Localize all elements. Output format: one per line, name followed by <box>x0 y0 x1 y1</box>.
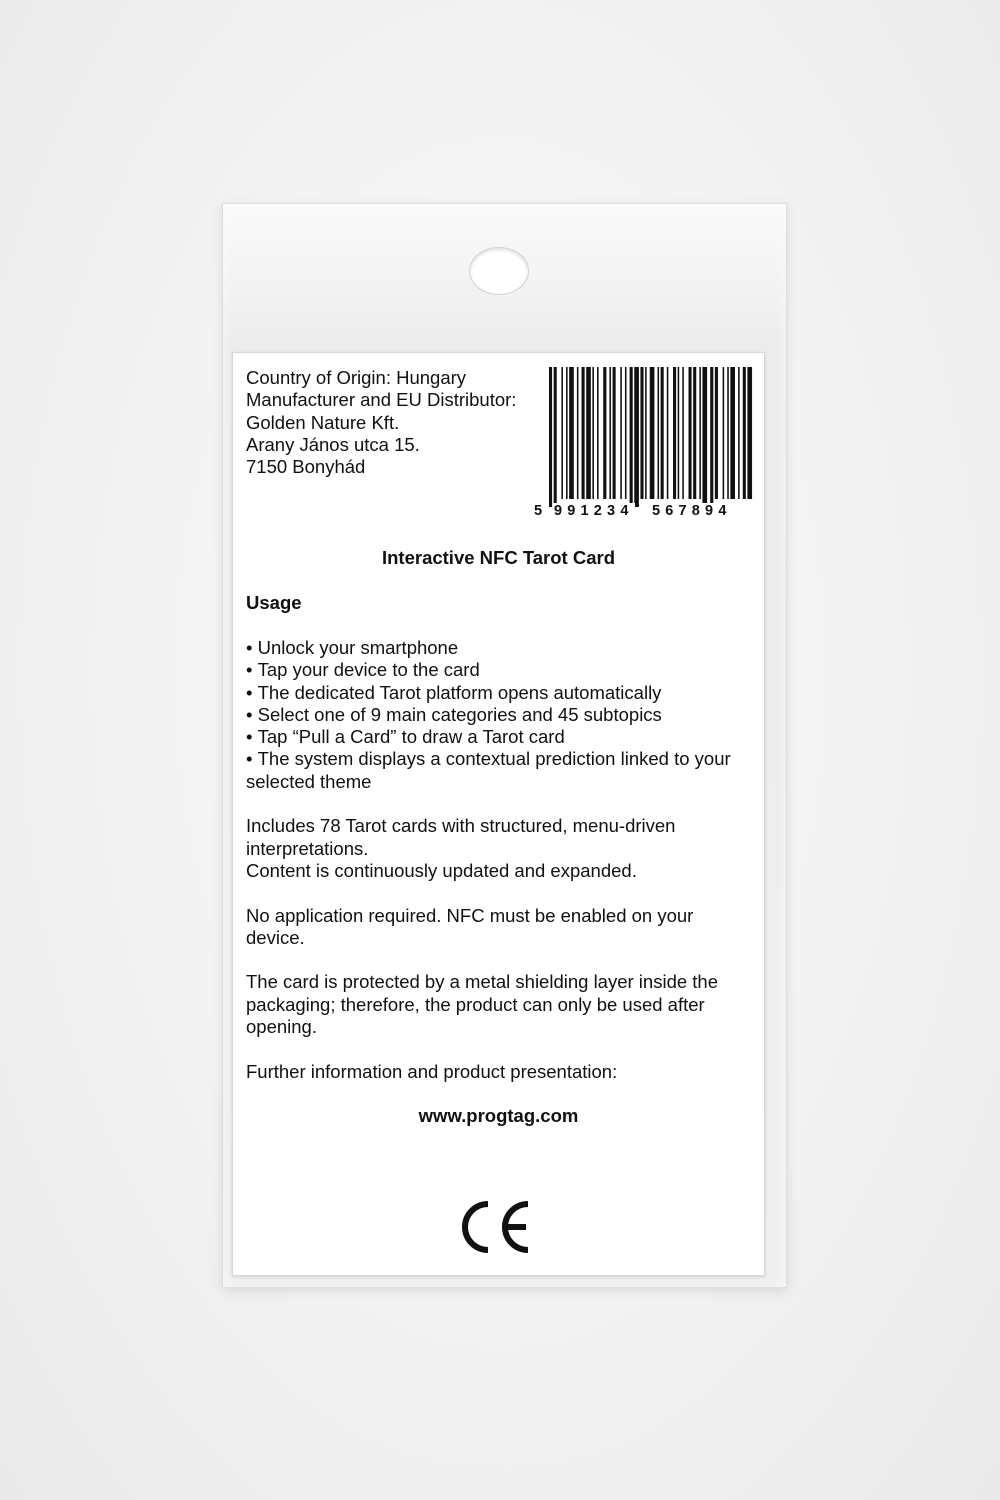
barcode-left-digits: 991234 <box>554 503 634 519</box>
barcode-bar <box>747 367 752 499</box>
nfc-paragraph: No application required. NFC must be enabled on your device. <box>246 904 694 948</box>
barcode-bar <box>609 367 611 499</box>
barcode <box>534 367 753 521</box>
cards-paragraph <box>246 815 746 882</box>
address-line-manufacturer: Manufacturer and EU Distributor: <box>246 389 517 411</box>
barcode-bar <box>730 367 735 499</box>
further-info-text: Further information and product presentation: <box>246 1060 618 1082</box>
usage-step-select: • Select one of 9 main categories and 45 subtopics <box>246 704 746 726</box>
barcode-bar <box>738 367 740 499</box>
barcode-bar <box>678 367 680 499</box>
barcode-bar <box>613 367 616 499</box>
barcode-bar <box>710 367 713 507</box>
barcode-bar <box>569 367 574 499</box>
barcode-bar <box>673 367 676 499</box>
barcode-bar <box>661 367 664 499</box>
barcode-bar <box>723 367 725 499</box>
usage-body <box>246 637 746 1105</box>
website-link: www.progtag.com <box>418 1105 579 1126</box>
barcode-bar <box>689 367 692 499</box>
hang-hole <box>469 247 529 295</box>
barcode-bar <box>727 367 729 499</box>
barcode-bar <box>603 367 606 499</box>
barcode-bar <box>699 367 701 499</box>
barcode-bar <box>682 367 684 499</box>
updates-text: Content is continuously updated and expanded. <box>246 859 637 881</box>
usage-step-prediction: • The system displays a contextual prediction linked to your selected theme <box>246 748 746 793</box>
cards-text: Includes 78 Tarot cards with structured, menu-driven interpretations. <box>246 815 676 859</box>
barcode-bar <box>592 367 594 499</box>
shielding-paragraph: The card is protected by a metal shielding layer inside the packaging; therefore, the product can only be used after opening. <box>246 971 719 1038</box>
barcode-bar <box>702 367 707 507</box>
barcode-bar <box>620 367 622 499</box>
usage-step-platform: • The dedicated Tarot platform opens automatically <box>246 682 746 704</box>
usage-heading: Usage <box>246 592 302 613</box>
address-line-origin: Country of Origin: Hungary <box>246 367 467 388</box>
barcode-bars <box>547 367 753 507</box>
barcode-bar <box>634 367 639 507</box>
barcode-bar <box>743 367 746 499</box>
usage-steps <box>246 637 746 793</box>
barcode-right-digits: 567894 <box>652 503 732 519</box>
product-label <box>232 352 765 1276</box>
barcode-bar <box>625 367 627 499</box>
barcode-bar <box>640 367 643 499</box>
address-line-city: 7150 Bonyhád <box>246 456 366 478</box>
product-title: Interactive NFC Tarot Card <box>381 547 615 568</box>
barcode-bar <box>630 367 633 507</box>
address-line-street: Arany János utca 15. <box>246 433 420 455</box>
usage-step-pull: • Tap “Pull a Card” to draw a Tarot card <box>246 726 746 748</box>
barcode-bar <box>658 367 660 499</box>
address-line-company: Golden Nature Kft. <box>246 411 400 433</box>
barcode-bar <box>561 367 563 499</box>
barcode-bar <box>693 367 696 499</box>
barcode-bar <box>650 367 655 499</box>
barcode-bar <box>586 367 591 499</box>
barcode-bar <box>645 367 647 499</box>
usage-step-unlock: • Unlock your smartphone <box>246 637 746 659</box>
barcode-bar <box>566 367 568 499</box>
barcode-lead-digit: 5 <box>534 503 543 519</box>
manufacturer-address <box>246 367 516 478</box>
barcode-bar <box>577 367 579 499</box>
barcode-bar <box>597 367 599 499</box>
ce-mark-icon <box>460 1199 532 1255</box>
barcode-number <box>534 503 753 521</box>
barcode-bar <box>715 367 718 499</box>
usage-step-tap: • Tap your device to the card <box>246 659 746 681</box>
barcode-bar <box>554 367 557 507</box>
barcode-bar <box>667 367 669 499</box>
barcode-bar <box>582 367 585 499</box>
barcode-bar <box>549 367 552 507</box>
